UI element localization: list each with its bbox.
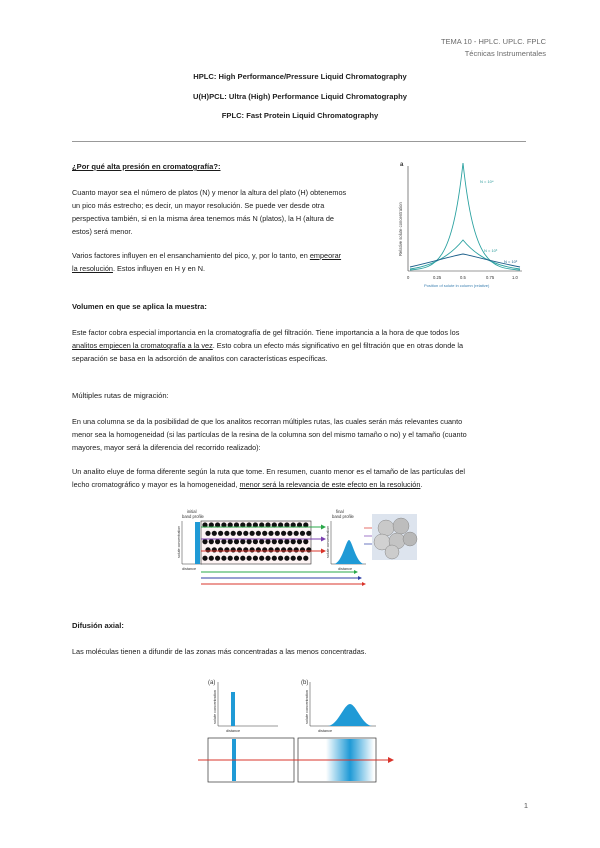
- column-bead: [247, 539, 252, 544]
- figure1-tick: 0.25: [433, 275, 442, 280]
- column-bead: [215, 556, 220, 561]
- figure2-final-label: final: [336, 509, 344, 514]
- column-bead: [234, 539, 239, 544]
- column-bead: [256, 547, 261, 552]
- column-bead: [303, 556, 308, 561]
- figure1-tick: 0.5: [460, 275, 466, 280]
- figure1-xlabel: Position of solute in column (relative): [424, 283, 490, 288]
- figure1-tick: 0.75: [486, 275, 495, 280]
- column-bead: [202, 539, 207, 544]
- section2-line: Este factor cobra especial importancia en la cromatografía de gel filtración. Tiene importancia a la hora de que todos los: [72, 328, 460, 337]
- figure2-final-label-2: band profile: [332, 514, 354, 519]
- figure3-a-ylabel: solute concentration: [213, 690, 217, 724]
- section3-para1: [72, 415, 532, 454]
- distance-blue-arrow: [358, 576, 362, 580]
- figure1-ylabel: Relative solute concentration: [398, 202, 403, 256]
- column-bead: [237, 531, 242, 536]
- column-bead: [281, 547, 286, 552]
- section4-para: Las moléculas tienen a difundir de las zonas más concentradas a las menos concentradas.: [72, 647, 367, 656]
- section1-para1-line: perspectiva también, si en la misma área tenemos más N (platos), la H (altura de: [72, 214, 334, 223]
- figure2-initial-label: initial: [187, 509, 197, 514]
- column-bead: [272, 556, 277, 561]
- section4-heading: Difusión axial:: [72, 621, 124, 630]
- figure2-initial-label-2: band profile: [182, 514, 204, 519]
- section3-para1-line: En una columna se da la posibilidad de que los analitos recorran múltiples rutas, las cuales serán más relevantes cuanto: [72, 417, 463, 426]
- column-bead: [212, 547, 217, 552]
- figure1-label-n3: N = 10³: [484, 248, 498, 253]
- figure2-final-xlabel: distance: [338, 567, 353, 571]
- figure3-b-ylabel: solute concentration: [305, 690, 309, 724]
- column-bead: [281, 531, 286, 536]
- distance-red-arrow: [362, 582, 366, 586]
- title-divider: [72, 141, 526, 142]
- figure3-a-band: [231, 692, 235, 726]
- figure-multiple-paths: [176, 506, 442, 592]
- header-topic: TEMA 10 - HPLC. UPLC. FPLC: [440, 37, 546, 46]
- column-bead: [205, 531, 210, 536]
- column-bead: [297, 556, 302, 561]
- column-bead: [268, 547, 273, 552]
- section1-para2: [72, 249, 392, 275]
- column-bead: [268, 531, 273, 536]
- column-bead: [221, 539, 226, 544]
- section3-para2-end: .: [420, 480, 423, 489]
- column-bead: [275, 531, 280, 536]
- column-bead: [306, 531, 311, 536]
- particle-sphere: [378, 520, 394, 536]
- header-subject: Técnicas Instrumentales: [464, 49, 546, 58]
- particle-sphere: [393, 518, 409, 534]
- initial-band: [195, 522, 200, 564]
- figure-plate-peaks: [396, 158, 528, 290]
- column-bead: [250, 531, 255, 536]
- column-bead: [240, 556, 245, 561]
- column-bead: [253, 539, 258, 544]
- column-bead: [287, 531, 292, 536]
- figure3-b-xlabel: distance: [318, 729, 333, 733]
- column-bead: [243, 531, 248, 536]
- column-bead: [259, 539, 264, 544]
- section3-para2-underline: menor será la relevancia de este efecto en la resolución: [239, 480, 421, 489]
- section3-para2-text: lecho cromatográfico y mayor es la homogeneidad,: [72, 480, 240, 489]
- figure1-tick: 1.0: [512, 275, 518, 280]
- column-bead: [253, 556, 258, 561]
- column-bead: [262, 531, 267, 536]
- column-bead: [240, 539, 245, 544]
- column-bead: [291, 556, 296, 561]
- figure-axial-diffusion: [198, 672, 400, 788]
- figure3-panel-a: (a): [208, 680, 216, 686]
- column-bead: [218, 547, 223, 552]
- section1-para2-underline: empeorar: [309, 251, 342, 260]
- section1-para1-line: estos) será menor.: [72, 227, 133, 236]
- column-bead: [234, 556, 239, 561]
- column-bead: [237, 547, 242, 552]
- figure2-initial-ylabel: solute concentration: [177, 525, 181, 558]
- column-bead: [215, 539, 220, 544]
- column-bead: [231, 547, 236, 552]
- particle-sphere: [403, 532, 417, 546]
- column-bead: [221, 556, 226, 561]
- column-bead: [231, 531, 236, 536]
- column-bead: [294, 531, 299, 536]
- column-bead: [256, 531, 261, 536]
- figure3-flow-arrowhead: [388, 757, 394, 763]
- column-bead: [250, 547, 255, 552]
- column-bead: [247, 556, 252, 561]
- column-bead: [265, 539, 270, 544]
- page-number: 1: [523, 801, 528, 810]
- figure2-final-ylabel: solute concentration: [326, 525, 330, 558]
- column-bead: [306, 547, 311, 552]
- section2-underline: analitos empiecen la cromatografía a la vez: [72, 341, 213, 350]
- section1-para1-line: Cuanto mayor sea el número de platos (N) y menor la altura del plato (H) obtenemos: [72, 188, 347, 197]
- column-bead: [303, 539, 308, 544]
- distance-green-arrow: [354, 570, 358, 574]
- column-bead: [278, 556, 283, 561]
- particle-sphere: [385, 545, 399, 559]
- figure1-panel-letter: a: [400, 162, 404, 168]
- column-bead: [218, 531, 223, 536]
- figure3-panel-b: (b): [301, 680, 309, 686]
- column-bead: [209, 539, 214, 544]
- column-bead: [224, 531, 229, 536]
- column-bead: [202, 556, 207, 561]
- section3-para1-line: mayores, mayor será la diferencia del recorrido realizado):: [72, 443, 261, 452]
- column-bead: [284, 539, 289, 544]
- column-bead: [228, 556, 233, 561]
- title-fplc: FPLC: Fast Protein Liquid Chromatography: [221, 111, 379, 120]
- column-bead: [243, 547, 248, 552]
- column-bead: [262, 547, 267, 552]
- figure1-label-n4: N = 10⁴: [480, 179, 494, 184]
- section3-para1-line: menor sea la homogeneidad (si las partículas de la resina de la columna son del mismo tamaño o no) y el tamaño (cuanto: [72, 430, 467, 439]
- column-bead: [275, 547, 280, 552]
- title-hplc: HPLC: High Performance/Pressure Liquid Chromatography: [193, 72, 407, 81]
- column-bead: [205, 547, 210, 552]
- section3-para2-line: Un analito eluye de forma diferente según la ruta que tome. En resumen, cuanto menor es el tamaño de las partículas del: [72, 467, 466, 476]
- figure3-a-xlabel: distance: [226, 729, 241, 733]
- section1-para2-text: Varios factores influyen en el ensanchamiento del pico, y, por lo tanto, en: [72, 251, 310, 260]
- column-bead: [278, 539, 283, 544]
- column-bead: [265, 556, 270, 561]
- column-bead: [209, 556, 214, 561]
- final-band: [334, 540, 364, 564]
- section2-line: separación se basa en la adsorción de analitos con características específicas.: [72, 354, 328, 363]
- section2-para: [72, 326, 532, 365]
- figure3-b-peak: [328, 704, 372, 726]
- column-bead: [291, 539, 296, 544]
- section1-para2-underline-2: la resolución: [72, 264, 113, 273]
- section1-para2-text-2: . Estos influyen en H y en N.: [112, 264, 206, 273]
- column-bead: [272, 539, 277, 544]
- section1-para1-line: un pico más estrecho; es decir, un mayor resolución. Se puede ver desde otra: [72, 201, 325, 210]
- figure2-initial-xlabel: distance: [182, 567, 197, 571]
- column-bead: [300, 547, 305, 552]
- figure1-label-n2: N = 10²: [504, 259, 518, 264]
- column-bead: [297, 539, 302, 544]
- section3-heading: Múltiples rutas de migración:: [72, 391, 169, 400]
- section2-heading: Volumen en que se aplica la muestra:: [72, 302, 207, 311]
- column-bead: [228, 539, 233, 544]
- column-bead: [212, 531, 217, 536]
- section1-heading: ¿Por qué alta presión en cromatografía?:: [72, 162, 221, 171]
- title-uhpcl: U(H)PCL: Ultra (High) Performance Liquid Chromatography: [193, 92, 407, 101]
- column-bead: [300, 531, 305, 536]
- section3-para2: [72, 465, 532, 491]
- column-bead: [287, 547, 292, 552]
- column-bead: [259, 556, 264, 561]
- section1-para1: [72, 186, 402, 238]
- figure1-tick: 0: [407, 275, 410, 280]
- column-bead: [224, 547, 229, 552]
- column-bead: [294, 547, 299, 552]
- column-bead: [284, 556, 289, 561]
- section2-line2-rest: . Esto cobra un efecto más significativo en gel filtración que en otras donde la: [212, 341, 464, 350]
